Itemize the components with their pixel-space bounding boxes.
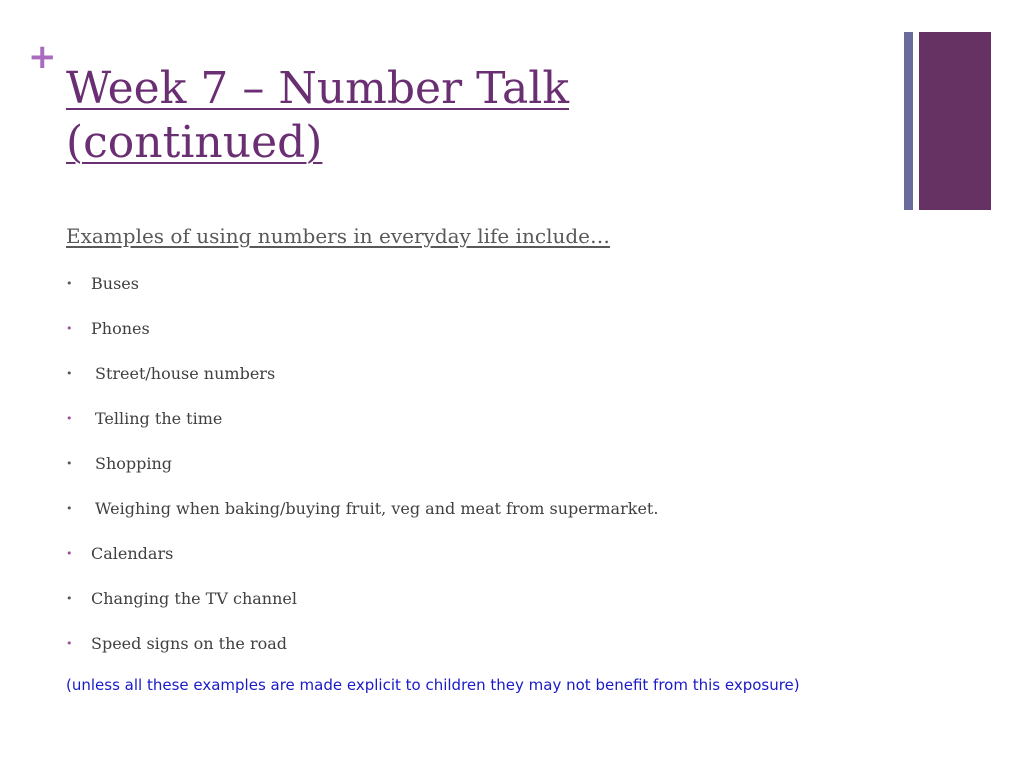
bullet-icon: • bbox=[66, 277, 73, 290]
slide-subtitle: Examples of using numbers in everyday life include… bbox=[66, 224, 610, 248]
bullet-icon: • bbox=[66, 412, 73, 425]
plus-icon: + bbox=[28, 37, 57, 77]
bullet-icon: • bbox=[66, 502, 73, 515]
list-item-text: Telling the time bbox=[95, 409, 223, 428]
list-item-text: Shopping bbox=[95, 454, 173, 473]
list-item-text: Weighing when baking/buying fruit, veg and meat from supermarket. bbox=[95, 499, 659, 518]
bullet-icon: • bbox=[66, 457, 73, 470]
list-item-text: Changing the TV channel bbox=[91, 589, 297, 608]
list-item-text: Street/house numbers bbox=[95, 364, 276, 383]
bullet-icon: • bbox=[66, 637, 73, 650]
list-item-text: Phones bbox=[91, 319, 150, 338]
list-item-text: Calendars bbox=[91, 544, 174, 563]
footnote-text: (unless all these examples are made explicit to children they may not benefit from this exposure) bbox=[66, 676, 800, 694]
decorative-thick-bar bbox=[919, 32, 991, 210]
title-line-1: Week 7 – Number Talk bbox=[66, 63, 570, 114]
bullet-icon: • bbox=[66, 592, 73, 605]
bullet-icon: • bbox=[66, 367, 73, 380]
bullet-icon: • bbox=[66, 547, 73, 560]
list-item-text: Speed signs on the road bbox=[91, 634, 288, 653]
decorative-thin-bar bbox=[904, 32, 913, 210]
bullet-icon: • bbox=[66, 322, 73, 335]
slide-title bbox=[66, 62, 866, 170]
title-line-2: (continued) bbox=[66, 117, 323, 168]
list-item-text: Buses bbox=[91, 274, 139, 293]
